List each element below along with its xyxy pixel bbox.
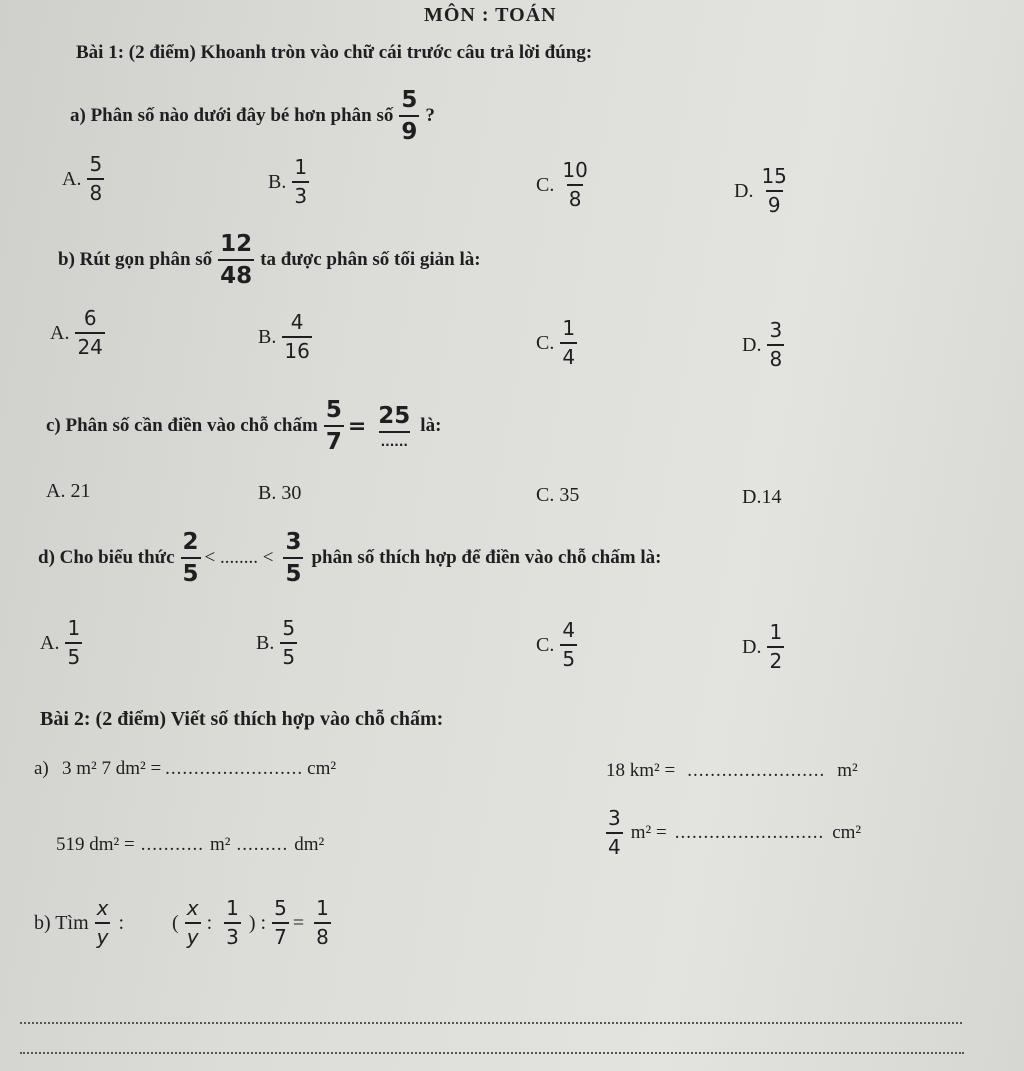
option-d-B[interactable]: B. $\frac{5}{5}$ bbox=[256, 616, 296, 669]
blank-m2-a[interactable]: ........... bbox=[140, 834, 204, 855]
option-b-D[interactable]: D. $\frac{3}{8}$ bbox=[742, 318, 783, 371]
option-c-B[interactable]: B. 30 bbox=[258, 482, 302, 504]
question-b-fraction: $\frac{12}{48}$ bbox=[220, 231, 253, 290]
option-b-C[interactable]: C. $\frac{1}{4}$ bbox=[536, 316, 576, 369]
question-a: a) Phân số nào dưới đây bé hơn phân số $\frac{5}{9}$ ? bbox=[70, 87, 435, 146]
answer-line-2[interactable] bbox=[20, 1052, 964, 1054]
option-c-D[interactable]: D.14 bbox=[742, 486, 782, 508]
bai2-a-label: a) bbox=[34, 758, 49, 779]
option-a-A[interactable]: A. $\frac{5}{8}$ bbox=[62, 152, 103, 205]
bai1-title: Bài 1: (2 điểm) Khoanh tròn vào chữ cái trước câu trả lời đúng: bbox=[76, 42, 593, 63]
option-a-B[interactable]: B. $\frac{1}{3}$ bbox=[268, 155, 308, 208]
option-d-A[interactable]: A. $\frac{1}{5}$ bbox=[40, 616, 81, 669]
blank-cm2[interactable]: ........................ bbox=[165, 758, 304, 779]
option-b-B[interactable]: B. $\frac{4}{16}$ bbox=[258, 310, 310, 363]
question-a-fraction: $\frac{5}{9}$ bbox=[401, 87, 418, 146]
bai2-row1-left: 3 m² 7 dm² = ........................ cm² bbox=[62, 758, 337, 779]
option-c-C[interactable]: C. 35 bbox=[536, 484, 580, 506]
bai2-title: Bài 2: (2 điểm) Viết số thích hợp vào chỗ chấm: bbox=[40, 708, 444, 730]
answer-line-1[interactable] bbox=[20, 1022, 962, 1024]
question-b: b) Rút gọn phân số $\frac{12}{48}$ ta được phân số tối giản là: bbox=[58, 231, 481, 290]
blank-cm2-b[interactable]: .......................... bbox=[674, 822, 825, 843]
option-b-A[interactable]: A. $\frac{6}{24}$ bbox=[50, 306, 103, 359]
bai2-row2-left: 519 dm² = ........... m² ......... dm² bbox=[56, 834, 325, 855]
option-c-A[interactable]: A. 21 bbox=[46, 480, 91, 502]
blank-dm2[interactable]: ......... bbox=[236, 834, 289, 855]
question-c: c) Phân số cần điền vào chỗ chấm $\frac{5}{7}$ = $\frac{25}{......}$ là: bbox=[46, 397, 442, 456]
bai2-b: b) Tìm $\frac{x}{y}$ : ( $\frac{x}{y}$ : $\frac{1}{3}$ ) : $\frac{5}{7}$ = $\frac{1}{8}$ bbox=[34, 896, 329, 949]
bai2-row1-right: 18 km² = ........................ m² bbox=[606, 760, 858, 781]
option-d-D[interactable]: D. $\frac{1}{2}$ bbox=[742, 620, 783, 673]
subject-title: MÔN : TOÁN bbox=[424, 4, 557, 26]
option-d-C[interactable]: C. $\frac{4}{5}$ bbox=[536, 618, 576, 671]
blank-m2[interactable]: ........................ bbox=[687, 760, 826, 781]
option-a-C[interactable]: C. $\frac{10}{8}$ bbox=[536, 158, 588, 211]
question-a-text: a) Phân số nào dưới đây bé hơn phân số bbox=[70, 105, 394, 127]
bai2-row2-right: $\frac{3}{4}$ m² = .......................... cm² bbox=[608, 806, 862, 859]
question-d: d) Cho biểu thức $\frac{2}{5}$ < ........ < $\frac{3}{5}$ phân số thích hợp để điền vào chỗ chấm là: bbox=[38, 529, 662, 588]
option-a-D[interactable]: D. $\frac{15}{9}$ bbox=[734, 164, 787, 217]
